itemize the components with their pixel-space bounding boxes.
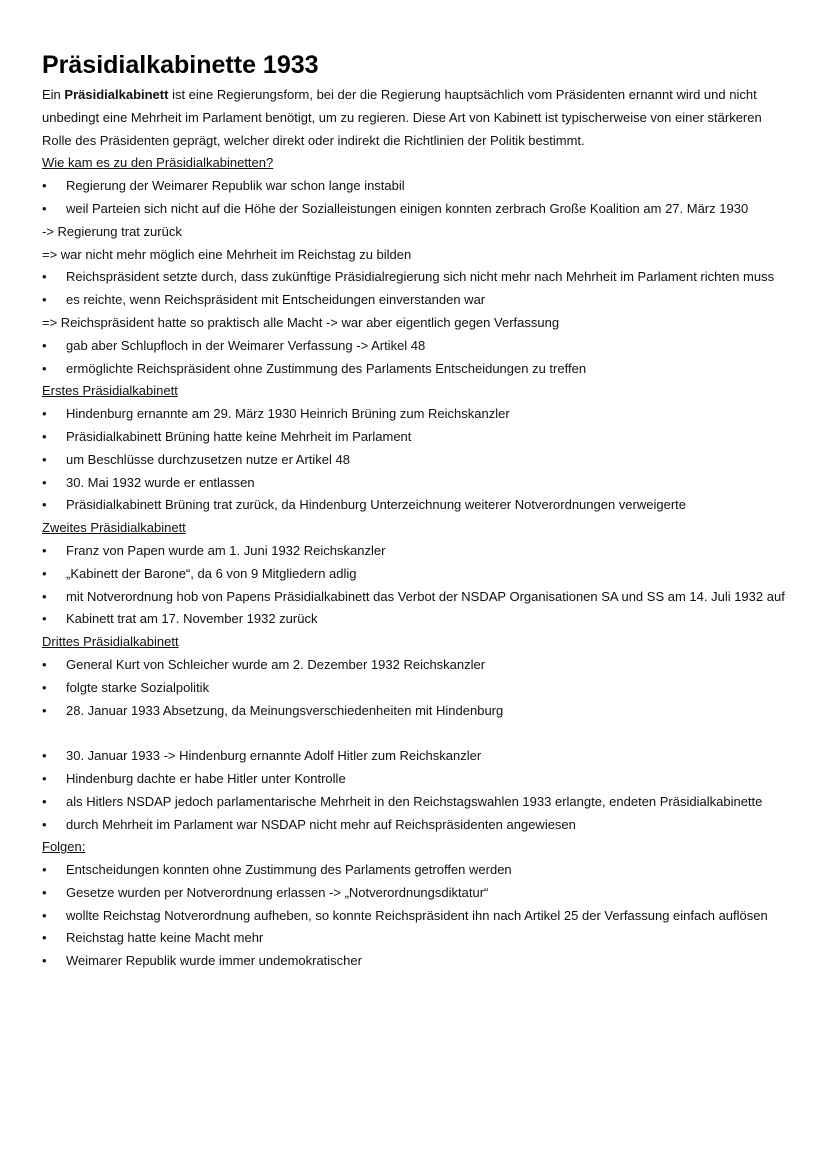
causes-note-2: => war nicht mehr möglich eine Mehrheit im Reichstag zu bilden <box>42 246 412 262</box>
consequences-list <box>42 859 792 973</box>
second-list <box>42 540 792 631</box>
document-page <box>42 50 792 973</box>
bullet-icon: • <box>42 200 47 216</box>
list-item: • gab aber Schlupfloch in der Weimarer Verfassung -> Artikel 48 <box>42 335 792 358</box>
list-item: • Reichstag hatte keine Macht mehr <box>42 927 792 950</box>
list-item: • um Beschlüsse durchzusetzen nutze er Artikel 48 <box>42 449 792 472</box>
list-item: • mit Notverordnung hob von Papens Präsidialkabinett das Verbot der NSDAP Organisationen SA und SS am 14. Juli 1932 auf <box>42 586 792 609</box>
bullet-icon: • <box>42 907 47 923</box>
bullet-icon: • <box>42 497 47 513</box>
bullet-icon: • <box>42 656 47 672</box>
bullet-icon: • <box>42 178 47 194</box>
list-item: • Hindenburg dachte er habe Hitler unter Kontrolle <box>42 768 792 791</box>
hitler-list <box>42 745 792 836</box>
section-heading-consequences: Folgen: <box>42 839 86 855</box>
bullet-icon: • <box>42 269 47 285</box>
bullet-icon: • <box>42 428 47 444</box>
causes-note-1: -> Regierung trat zurück <box>42 223 182 239</box>
bullet-icon: • <box>42 474 47 490</box>
intro-paragraph <box>42 84 792 152</box>
list-item: • folgte starke Sozialpolitik <box>42 677 792 700</box>
list-item: • ermöglichte Reichspräsident ohne Zustimmung des Parlaments Entscheidungen zu treffen <box>42 358 792 381</box>
list-item: • Regierung der Weimarer Republik war schon lange instabil <box>42 175 792 198</box>
bullet-icon: • <box>42 611 47 627</box>
list-item: • es reichte, wenn Reichspräsident mit Entscheidungen einverstanden war <box>42 289 792 312</box>
third-list <box>42 654 792 722</box>
bullet-icon: • <box>42 702 47 718</box>
list-item: • wollte Reichstag Notverordnung aufheben, so konnte Reichspräsident ihn nach Artikel 25 der Verfassung einfach auflösen <box>42 905 792 928</box>
section-heading-third: Drittes Präsidialkabinett <box>42 634 179 650</box>
list-item: • Weimarer Republik wurde immer undemokratischer <box>42 950 792 973</box>
bullet-icon: • <box>42 360 47 376</box>
list-item: • Kabinett trat am 17. November 1932 zurück <box>42 608 792 631</box>
list-item: • Präsidialkabinett Brüning hatte keine Mehrheit im Parlament <box>42 426 792 449</box>
list-item: • als Hitlers NSDAP jedoch parlamentarische Mehrheit in den Reichstagswahlen 1933 erlangte, endeten Präsidialkabinette <box>42 791 792 814</box>
bullet-icon: • <box>42 953 47 969</box>
list-item: • 30. Januar 1933 -> Hindenburg ernannte Adolf Hitler zum Reichskanzler <box>42 745 792 768</box>
bullet-icon: • <box>42 930 47 946</box>
causes-note-3: => Reichspräsident hatte so praktisch alle Macht -> war aber eigentlich gegen Verfassung <box>42 314 560 330</box>
list-item: • Hindenburg ernannte am 29. März 1930 Heinrich Brüning zum Reichskanzler <box>42 403 792 426</box>
intro-rest: ist eine Regierungsform, bei der die Regierung hauptsächlich vom Präsidenten ernannt wird und nicht unbedingt eine Mehrheit im Parlament benötigt, um zu regieren. Diese Art von Kabinett ist typischerweise von einer stärkeren Rolle des Präsidenten geprägt, welcher direkt oder indirekt die Richtlinien der Politik bestimmt. <box>42 87 762 148</box>
section-heading-causes: Wie kam es zu den Präsidialkabinetten? <box>42 155 274 171</box>
list-item: • „Kabinett der Barone“, da 6 von 9 Mitgliedern adlig <box>42 563 792 586</box>
section-heading-second: Zweites Präsidialkabinett <box>42 520 186 536</box>
list-item: • weil Parteien sich nicht auf die Höhe der Sozialleistungen einigen konnten zerbrach Große Koalition am 27. März 1930 <box>42 198 792 221</box>
bullet-icon: • <box>42 748 47 764</box>
bullet-icon: • <box>42 816 47 832</box>
bullet-icon: • <box>42 337 47 353</box>
intro-lead: Ein <box>42 87 65 102</box>
bullet-icon: • <box>42 292 47 308</box>
bullet-icon: • <box>42 679 47 695</box>
list-item: • Gesetze wurden per Notverordnung erlassen -> „Notverordnungsdiktatur“ <box>42 882 792 905</box>
bullet-icon: • <box>42 542 47 558</box>
blank-line <box>42 722 792 745</box>
bullet-icon: • <box>42 451 47 467</box>
list-item: • Reichspräsident setzte durch, dass zukünftige Präsidialregierung sich nicht mehr nach Mehrheit im Parlament richten muss <box>42 266 792 289</box>
causes-list-3 <box>42 335 792 381</box>
section-heading-first: Erstes Präsidialkabinett <box>42 383 178 399</box>
first-list <box>42 403 792 517</box>
list-item: • Präsidialkabinett Brüning trat zurück, da Hindenburg Unterzeichnung weiterer Notverordnungen verweigerte <box>42 494 792 517</box>
bullet-icon: • <box>42 588 47 604</box>
bullet-icon: • <box>42 793 47 809</box>
list-item: • 28. Januar 1933 Absetzung, da Meinungsverschiedenheiten mit Hindenburg <box>42 700 792 723</box>
list-item: • durch Mehrheit im Parlament war NSDAP nicht mehr auf Reichspräsidenten angewiesen <box>42 814 792 837</box>
causes-list-2 <box>42 266 792 312</box>
bullet-icon: • <box>42 884 47 900</box>
list-item: • Franz von Papen wurde am 1. Juni 1932 Reichskanzler <box>42 540 792 563</box>
bullet-icon: • <box>42 862 47 878</box>
causes-list-1 <box>42 175 792 221</box>
bullet-icon: • <box>42 565 47 581</box>
bullet-icon: • <box>42 770 47 786</box>
list-item: • 30. Mai 1932 wurde er entlassen <box>42 472 792 495</box>
page-title: Präsidialkabinette 1933 <box>42 51 319 79</box>
intro-bold-term: Präsidialkabinett <box>64 87 169 102</box>
bullet-icon: • <box>42 406 47 422</box>
list-item: • General Kurt von Schleicher wurde am 2. Dezember 1932 Reichskanzler <box>42 654 792 677</box>
list-item: • Entscheidungen konnten ohne Zustimmung des Parlaments getroffen werden <box>42 859 792 882</box>
